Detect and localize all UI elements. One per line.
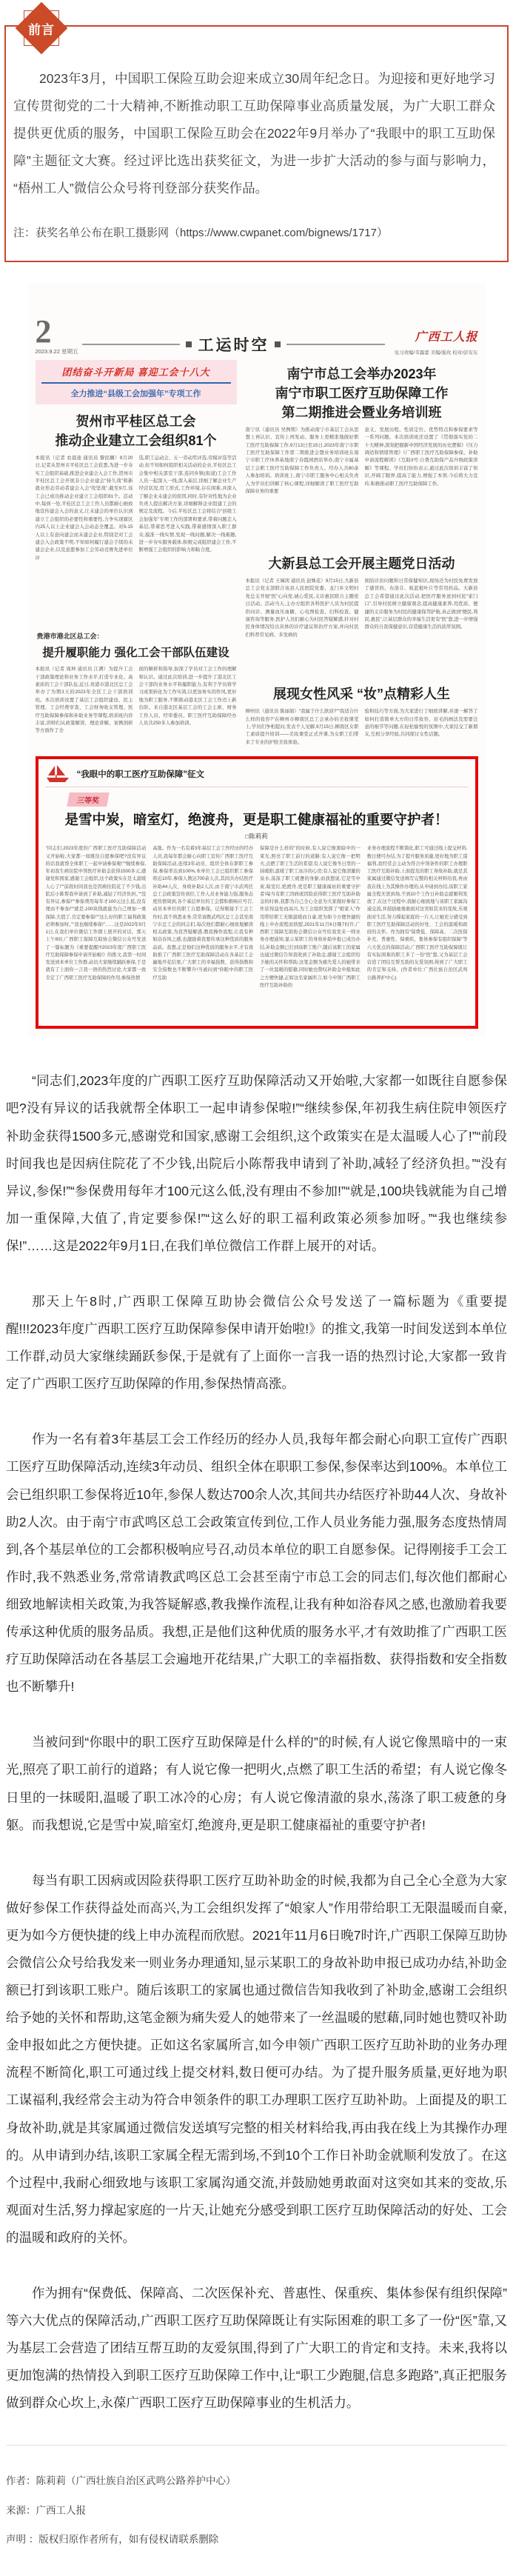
- body-paragraph: 每当有职工因病或因险获得职工医疗互助补助金的时候,我都为自己全心全意为大家做好参保工作获得益处而高兴,为工会组织发挥了“娘家人”作用带给职工无限温暖而自豪,更为如今方便快捷的线上申办流程而欣慰。2021年11月6日晚7时许,广西职工保障互助协会微信公众号给我发来一则业务办理通知,显示某职工的身故补助申报已成功办结,补助金额已打到该职工账户。随后该职工的家属也通过微信告知我收到了补助金,感谢工会组织给予她的关怀和帮助,这笔金额为痛失爱人的她带来了一丝温暖的慰藉,同时她也赞叹补助金申报如此之方便快捷。正如这名家属所言,如今申领广西职工医疗互助补助的业务办理流程不断简化,职工可通过线上提交材料,数日便可办结。为了提升服务质量,更好地为职工谋福利,我经常会主动为符合申领条件的职工办理职工医疗互助补助。上面提及的职工身故补助,就是其家属通过微信发送填写完整的相关材料给我,再由我在线上为其操作办理的。从申请到办结,该职工家属全程无需到场,不到10个工作日补助金就顺利发放了。在这个过程中,我耐心细致地与该职工家属沟通交流,并鼓励她勇敢面对这突如其来的变故,乐观面对生活,努力撑起家庭的一片天,让她充分感受到职工医疗互助保障活动的好处、工会的温暖和政府的关怀。: [6, 1872, 507, 2245]
- footer-author-line: 作者：陈莉莉（广西壮族自治区武鸣公路养护中心）: [6, 2475, 236, 2487]
- slogan-box: [36, 360, 237, 404]
- np-article-column: 南宁讯（通讯员 吴例期）为推动南宁市基层工会从思想上再认识、宣传上再发动、服务上更精准地做好职工医疗互助保障工作,9月13日至15日,2023年南宁市职工医疗互助保障工作第二期推进会暨业务培训班在南宁市职工疗休养基地南宁春霞园酒店举办,南宁市属基层工会职工医疗互助保障工作负责人、经办人共80余人参加培训。培训班上,南宁市职工服务中心相关负责人为学员们讲解了核心课程,详细解读了职工医疗互助保障业务的重要: [245, 427, 359, 494]
- preface-badge: [21, 7, 62, 49]
- rule-right: [286, 344, 384, 345]
- body-paragraph: 作为一名有着3年基层工会工作经历的经办人员,我每年都会耐心向职工宣传广西职工医疗互助保障活动,连续3年动员、组织全体在职职工参保,参保率达到100%。本单位工会已组织职工参保将近10年,参保人数达700余人次,其间共办结医疗补助44人次、身故补助2人次。由于南宁市武鸣区总工会政策宣传到位,工作人员业务能力强,服务态度热情周到,各个基层单位的工会都积极响应号召,动员本单位的职工自愿参保。记得刚接手工会工作时,我不熟悉业务,常常请教武鸣区总工会甚至南宁市总工会的同志们,每次他们都耐心细致地解读相关政策,为我答疑解惑,教我操作流程,让我有种如浴春风之感,也激励着我要传承这种优质的服务品质。我想,正是他们这种优质的服务水平,才有效助推了广西职工医疗互助保障活动在各基层工会遍地开花结果,广大职工的幸福指数、获得指数和安全指数也不断攀升!: [6, 1432, 507, 1695]
- divider-square-icon: [275, 341, 281, 347]
- np-article-column: 意义、发展历程、性质定位、优势特点和参保要求等一系列问题。本次培训班还设置了《贯彻落实党的二十大精神,深刻把握新中国经济发展的历史逻辑》《压力调适和情绪管理》《广西职工医疗互助保障参保、补助申请流程解读》《互助3号:自费互助保产品升级政策讲解》等课程。学员们纷纷表示,通过此次培训丰富了知识,开阔了眼界,提高了能力,增强了本领,今后将大力宣传,积极推动职工医疗互助保障工作。: [364, 427, 478, 487]
- article-hezhou-title-line2: 推动企业建立工会组织81个: [55, 433, 217, 448]
- newspaper-masthead-block: [389, 327, 478, 356]
- article-guigang-title: 提升履职能力 强化工会干部队伍建设: [42, 646, 229, 659]
- body-paragraph: 那天上午8时,广西职工保障互助协会微信公众号发送了一篇标题为《重要提醒!!!2023年度广西职工医疗互助保障参保申请开始啦!》的推文,我第一时间发送到本单位工作群,动员大家继续踊跃参保,于是就有了上面你一言我一语的热烈讨论,大家都一致肯定了广西职工医疗互助保障的作用,参保热情高涨。: [6, 1294, 507, 1392]
- article-hezhou-title-line1: 贺州市平桂区总工会: [76, 413, 196, 429]
- article-hezhou-title: [36, 412, 237, 450]
- newspaper-right-column: [246, 360, 478, 748]
- footer-statement-line: 声明 ：版权归原作者所有，如有侵权请联系删除: [6, 2533, 219, 2545]
- np-article-column: 本报讯（记者 周坤 通讯员 江满）为提升工会干部政策理论和业务工作水平,打造专业化、高素质的工会干部队伍,近日,贵港市港北区总工会举办了为期3天的2023年全区工会干部培训班。本次培训设置了基层工会组织建设、民主管理、工会经费审查、工会财务收支管理、医疗互助保障参保和补助业务等课程,培训班内容丰富,讲师们从政策解读、理论讲解、案例剖析等方面作了全: [35, 667, 133, 734]
- essay-column: “同志们,2023年度的广西职工医疗互助保障活动又开始啦,大家都一如既往自愿参保吧?没有异议的话我就帮全体职工一起申请参保啦!”“继续参保,年初我生病住院申领医疗补助金获得1500多元,感谢党和国家,感谢工会组织,这个政策实在是太温暖人心了!”“前段时间我也是因病住院花了不少钱,出院后小陈帮我申请到了补助,减轻了经济负担。”“没有异议,参保!”“参保费用每年才100元这么低,没有理由不参加!”“就是,100块钱就能为自己增加一重保障,大值了,肯定要参保!”“这么好的职工福利政策必须参加呀。”“我也继续参保!”……这是2022年9月1日,在我们单位微信工作群上展开的对话。那天上午8时,广西职工保障互助协会微信公众号发送了一篇标题为《重要提醒!!!2023年度广西职工医疗互助保障参保申请开始啦!》的推文,我第一时间发送到本单位工作群,动员大家继续踊跃参保,于是就有了上面你一言我一语的热烈讨论,大家都一致肯定了广西职工医疗互助保障的作用,参保热情: [45, 846, 147, 981]
- footer-source-line: 来源：广西工人报: [6, 2504, 86, 2516]
- np-article-column: 选,职工运动会、五一劳动奖评选,劳模评选等活动,但不知如何组织相关活动的企业,平桂区总工会集中相关部室干部,连同乡镇(街道)工会工作人员一起深入一线,深入基层,详细了解企业生产经营状况,用工形式,工作环境,存在困难,并深入了解企业未建会的原因,同时,有针对性地为企业负责人提出解决方案,详细解释企业组建工会的规定及流程。今后,平桂区总工会将结合“县级工会加强年”专项工作的部署和要求,带着问题走入基层,带着思考进入实践,带着感情深入职工群众,摸准一线实情,发现一线问题,解决一线难题,进一步夯实服务载体,积极完成组织建会工作,不断增强工会组织的影响力和粘合度。: [138, 455, 237, 553]
- article-zhuangban-title: 展现女性风采 “妆”点精彩人生: [273, 687, 450, 702]
- slogan-line-1: 团结奋斗开新局 喜迎工会十八大: [41, 364, 231, 384]
- np-article-column: 柳州讯（通讯员 陈丽娟）“我属于什么肤质?”“我适合什么样的妆容?”在柳州市柳南区总工会承办的美妆课堂上,学员们争相提问,发表个人见解,9月15日,柳南区女职工素质提升培训——美妆课堂正式开课,为女职工们带来了专业的护肤美妆体验。: [245, 709, 359, 745]
- article-guigang-kicker: 贵港市港北区总工会：: [36, 632, 104, 640]
- newspaper-section-title: 工运时空: [198, 336, 269, 354]
- newspaper-clipping: [28, 283, 486, 1036]
- newspaper-page-number: 2: [35, 313, 52, 350]
- newspaper-header: [35, 313, 478, 356]
- newspaper-editors: 见习责编/韦露蕾 美编/强玫 校对/彭安东: [394, 350, 478, 356]
- np-article-column: 本报讯（记者 王娣茜 通讯员 赵姝花）9月15日,大新县总工会党支部联合该县人民医院党委、龙门乡文明村党总支开展“医”心向党,诚心爱民,义诊惠民联合主题党日活动。活动当天,主办方组织各科医护人员为村民提供问诊、测量血压血糖、心电图检查、妇科检查、健康咨询等服务,医护人员们耐心为村民答疑解惑,针对村民身体情况给出具体的诊疗建议和治疗方案,并向村民们科普常见病、多发病的: [245, 578, 359, 638]
- sailboat-icon: [46, 765, 71, 783]
- body-paragraph: “同志们,2023年度的广西职工医疗互助保障活动又开始啦,大家都一如既往自愿参保吧?没有异议的话我就帮全体职工一起申请参保啦!”“继续参保,年初我生病住院申领医疗补助金获得1500多元,感谢党和国家,感谢工会组织,这个政策实在是太温暖人心了!”“前段时间我也是因病住院花了不少钱,出院后小陈帮我申请到了补助,减轻了经济负担。”“没有异议,参保!”“参保费用每年才100元这么低,没有理由不参加!”“就是,100块钱就能为自己增加一重保障,大值了,肯定要参保!”“这么好的职工福利政策必须参加呀。”“我也继续参保!”……这是2022年9月1日,在我们单位微信工作群上展开的对话。: [6, 1073, 507, 1253]
- page-root: [0, 22, 513, 2576]
- essay-author: □陈莉莉: [245, 832, 268, 841]
- essay-header: [46, 765, 468, 787]
- newspaper-main-region: [36, 360, 478, 748]
- newspaper-left-column: [36, 360, 237, 748]
- article-daxin-title: 大新县总工会开展主题党日活动: [268, 555, 455, 571]
- np-article-column: 面的解析和指导,加深了学员对工会工作的理解和认识。通过此次培训,进一步提升了港北区工会干部的业务水平和履职能力,有利于学员将学习成果转化为工作实效,以更加务实的作风,更好地为职工服务,不断推动港北区工会工作迈上新台阶。来自港北区基层工会的工会主席、财务工作人员、经审委员、职工医疗互助保障经办人员共250多人参加培训。: [138, 667, 237, 726]
- essay-title: 是雪中炭，暗室灯，绝渡舟，更是职工健康福祉的重要守护者！: [64, 812, 449, 828]
- body-paragraph: 当被问到“你眼中的职工医疗互助保障是什么样的”的时候,有人说它像黑暗中的一束光,照亮了职工前行的道路；有人说它像一把明火,点燃了职工生活的希望；有人说它像冬日里的一抹暖阳,温暖了职工冰冷的心房；有人说它像清澈的泉水,荡涤了职工疲惫的身躯。而我想说,它是雪中炭,暗室灯,绝渡舟,更是职工健康福祉的重要守护者!: [6, 1735, 507, 1832]
- preface-body-text: 2023年3月，中国职工保险互助会迎来成立30周年纪念日。为迎接和更好地学习宣传贯彻党的二十大精神,不断推动职工互助保障事业高质量发展，为广大职工群众提供更优质的服务，中国职工保险互助会在2022年9月举办了“我眼中的职工互助保障”主题征文大赛。经过评比选出获奖征文，为进一步扩大活动的参与面与影响力，“梧州工人”微信公众号将刊登部分获奖作品。: [13, 71, 495, 196]
- newspaper-section-band: [82, 333, 384, 356]
- article-daxin-body: [246, 578, 478, 680]
- essay-award-badge: 三等奖: [67, 793, 109, 807]
- article-nanning-title: [246, 364, 478, 422]
- essay-column: 保障是什么样的”的时候,有人说它像黑暗中的一束光,照亮了职工前行的道路;有人说它像一把明火,点燃了职工生活的希望;有人说它像冬日里的一抹暖阳,温暖了职工冰冷的心房;有人说它像清澈的泉水,荡涤了职工疲惫的身躯,而我想说,它是雪中炭,暗室灯,绝渡舟,更是职工健康福祉的重要守护者!每当有职工因病或因险获得职工医疗互助补助金的时候,我都为自己全心全意为大家做好参保工作获得益处而高兴,为工会组织发挥了“娘家人”作用带给职工无限温暖而自豪,更为如今方便快捷的线上申办流程而欣慰,2021年11月6日晚7时许,广西职工保障互助协会微信公众号给我发来一则业务办理通知,显示某职工的身故补助申报已成功办结,补助金额已打到该职工账户,随后该职工的家属也通过微信告知我收到了补助金,感谢工会组织给予她的关怀和帮助,这笔金额为痛失爱人的她带来了一丝温暖的慰藉,同时她也赞叹补助金申报如此之方便快捷,正如这名家属所言,如今申领广西职工医疗互助补助的: [260, 846, 361, 988]
- article-nanning-body: [246, 427, 478, 550]
- np-article-column: 预防诊治问题和日常保健知识,现场还为村民免费发放了感冒药、布洛芬、板蓝根叶片等常用药品。大新县总工会希望通过此次活动,把医疗服务送到村民“家门口”,引导村民树立健康观念,提高健康素养,用优质、便捷的义诊服务为村民的健康保驾护航,真正做到“便民,利民,惠民”,让基层群众的幸福生活更有“医”靠,进一步增强群众的自我保健意识,营造健康生活的浓厚氛围。: [364, 578, 478, 630]
- body-paragraph: 作为拥有“保费低、保障高、二次医保补充、普惠性、保重疾、集体参保有组织保障”等六大优点的保障活动,广西职工医疗互助保障既让有实际困难的职工多了一份“医”靠,又为基层工会营造了团结互帮互助的友爱氛围,得到了广大职工的肯定和支持。未来,我将以更加饱满的热情投入到职工医疗互助保障工作中,让“职工少跑腿,信息多跑路”,真正把服务做到群众心坎上,永葆广西职工医疗互助保障事业的生机活力。: [6, 2286, 507, 2411]
- newspaper-page-block: [35, 313, 78, 355]
- newspaper-masthead: 广西工人报: [415, 330, 478, 344]
- essay-series-label: “我眼中的职工医疗互助保障”征文: [76, 770, 204, 780]
- np-article-column: 本报讯（记者 农晨迪 通讯员 黎民願）9月20日,记者从贺州市平桂区总工会获悉,为进一步夯实工会组织基础,推进企业建会入会工作,贺州市平桂区总工会开展非公企业建会“持久战”和新就业形态劳动者建会入会“攻坚战”,截至9月,该工会已成功推动企业建立工会组织81个。活动中,每到一处,平桂区总工会工作人员都耐心细致地宣传建会入会的意义,让未建会的单位认识到建立工会组织的必要性和重要性,力争实现辖区内25人以上企业建会入会动态全覆盖。对5-15人以上有意向建会而未建会企业,特别是对工会建会入会政策不明,不知如何履行建会手续的未建会企业,以及意愿参加工会劳动竞赛先进单位评: [35, 455, 133, 561]
- highlighted-essay-box: [36, 756, 478, 1029]
- essay-body: [46, 845, 468, 1018]
- article-hezhou-body: [36, 455, 237, 624]
- preface-badge-label: 前言: [28, 22, 55, 37]
- article-guigang-body: [36, 666, 237, 747]
- article-zhuangban-body: [246, 708, 478, 745]
- article-nanning-title-line1: 南宁市总工会举办2023年: [286, 366, 437, 381]
- divider-square-icon: [186, 341, 192, 347]
- article-nanning-title-line2: 南宁市职工医疗互助保障工作: [275, 385, 449, 401]
- essay-column: 业务办理流程不断简化,职工可通过线上提交材料,数日便可办结,为了提升服务质量,更好地为职工谋福利,我经常会主动为符合申领条件的职工办理职工医疗互助补助,上面提及的职工身故补助,就是其家属通过微信发送填写完整的相关材料给我,再由我在线上为其操作办理的,从申请到办结,该职工家属全程无需到场,不到10个工作日补助金就顺利发放了,在这个过程中,我耐心细致地与该职工家属沟通交流,并鼓励她勇敢面对这突如其来的变故,乐观面对生活,努力撑起家庭的一片天,让她充分感受到职工医疗互助保障活动的好处、工会的温暖和政府的关怀。作为拥有“保费低、保障高、二次医保补充、普惠性、保重疾、集体参保有组织保障”等六大优点的保障活动,广西职工医疗互助保障既让有实际困难的职工多了一份“医”靠,又为基层工会营造了团结互帮互助的友爱氛围,得到了广大职工的肯定和支持。(作者单位:广西壮族自治区武鸣公路养护中心): [366, 846, 468, 981]
- article-body-section: [0, 1036, 513, 2417]
- newspaper-date: 2023.9.22 星期五: [35, 347, 78, 355]
- essay-column: 高涨。作为一名有着3年基层工会工作经历的经办人员,我每年都会耐心向职工宣传广西职工医疗互助保障活动,连续3年动员、组织全体在职职工参保,参保率达到100%,本单位工会已组织职工参保将近10年,参保人数达700余人次,其间共办结医疗补助44人次、身故补助2人次,由于南宁市武鸣区总工会政策宣传到位,工作人员业务能力强,服务态度热情周到,各个基层单位的工会都积极响应号召,动员本单位的职工自愿参保。记得刚接手工会工作时,我不熟悉业务,常常请教武鸣区总工会甚至南宁市总工会的同志们,每次他们都耐心细致地解读相关政策,为我答疑解惑,教我操作流程,让我有种如浴春风之感,也激励着我要传承这种优质的服务品质。我想,正是他们这种优质的服务水平,才有效助推了广西职工医疗互助保障活动在各基层工会遍地开花结果,广大职工的幸福指数、获得指数和安全指数也不断攀升!当被问到“你眼中的职工医疗互助: [152, 846, 253, 981]
- article-nanning-title-line3: 第二期推进会暨业务培训班: [281, 404, 442, 420]
- preface-section: [4, 22, 509, 262]
- preface-note: 注：获奖名单公布在职工摄影网（https://www.cwpanet.com/bignews/1717）: [13, 227, 388, 240]
- rule-left: [82, 344, 180, 345]
- footer-section: [6, 2445, 507, 2575]
- slogan-line-2: 全力推进“县级工会加强年”专项工作: [70, 389, 201, 398]
- np-article-column: 验和技巧等方面,为大家进行了细致讲解,并逐一解答了如何打造简单大方的日常妆容、眉毛的画法及需要注意的细节等问题,在轻松愉悦的氛围中,大家结交了新朋友,互相分享经验,共同探讨女性话题。: [364, 709, 478, 738]
